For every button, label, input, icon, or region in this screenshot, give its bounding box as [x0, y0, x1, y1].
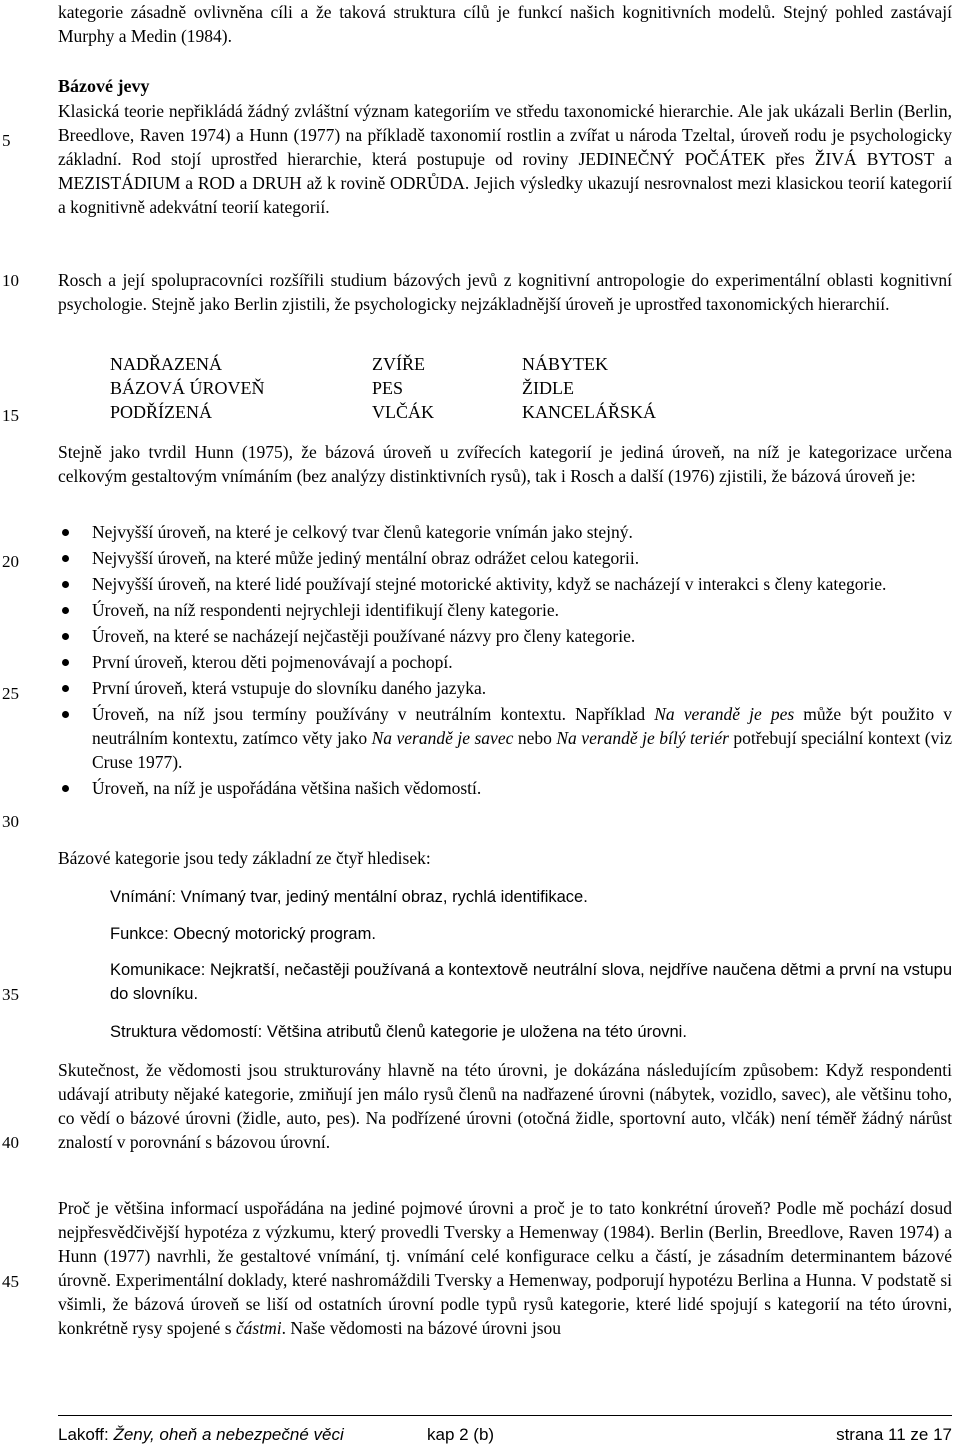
hierarchy-cell: NÁBYTEK	[522, 354, 608, 374]
hierarchy-row	[110, 352, 810, 376]
line-numbers	[0, 0, 40, 1449]
paragraph-1: Klasická teorie nepřikládá žádný zvláštní význam kategoriím ve středu taxonomické hierarchie. Ale jak ukázali Berlin (Berlin, Breedlove, Raven 1974) a Hunn (1977) na příkladě taxonomií rostlin a zvířat u národa Tzeltal, úroveň rodu je psychologicky základní. Rod stojí uprostřed hierarchie, která postupuje od roviny JEDINEČNÝ POČÁTEK přes ŽIVÁ BYTOST a MEZISTÁDIUM a ROD a DRUH až k rovině ODRŮDA. Jejich výsledky ukazují nesrovnalost mezi klasickou teorií kategorií a kognitivně adekvátní teorií kategorií.	[58, 101, 952, 217]
list-item	[58, 702, 952, 774]
list-item: Úroveň, na níž respondenti nejrychleji identifikují členy kategorie.	[58, 598, 952, 622]
line-number: 20	[2, 552, 19, 571]
text-run: nebo	[513, 728, 557, 748]
hierarchy-cell: PES	[372, 378, 404, 398]
list-item: Nejvyšší úroveň, na které lidé používají stejné motorické aktivity, když se nacházejí v interakci s členy kategorie.	[58, 572, 952, 596]
list-item: Nejvyšší úroveň, na které může jediný mentální obraz odrážet celou kategorii.	[58, 546, 952, 570]
definition-function: Funkce: Obecný motorický program.	[110, 925, 376, 943]
example-sentence: Na verandě je pes	[654, 704, 795, 724]
hierarchy-cell: ZVÍŘE	[372, 354, 425, 374]
book-title: Ženy, oheň a nebezpečné věci	[113, 1425, 344, 1444]
emphasis: částmi	[235, 1318, 282, 1338]
hierarchy-cell: KANCELÁŘSKÁ	[522, 402, 657, 422]
bullet-list	[58, 520, 952, 802]
line-number: 40	[2, 1133, 19, 1152]
hierarchy-cell: BÁZOVÁ ÚROVEŇ	[110, 378, 265, 398]
line-number: 5	[2, 131, 11, 150]
hierarchy-row	[110, 400, 810, 424]
line-number: 25	[2, 684, 19, 703]
text-run: může být použito v neutrálním kontextu, zatímco věty jako	[92, 704, 952, 748]
list-item: První úroveň, která vstupuje do slovníku daného jazyka.	[58, 676, 952, 700]
list-item: Úroveň, na níž je uspořádána většina našich vědomostí.	[58, 776, 952, 800]
section-heading: Bázové jevy	[58, 76, 150, 96]
paragraph-5: Skutečnost, že vědomosti jsou strukturovány hlavně na této úrovni, je dokázána následujícím způsobem: Když respondenti udávají atributy nějaké kategorie, zmiňují jen málo rysů členů na nadřazené úrovni (nábytek, vozidlo, savec), ale většinu toho, co vědí o bázové úrovni (židle, auto, pes). Na podřízené úrovni (otočná židle, sportovní auto, vlčák) není téměř žádný nárůst znalostí v porovnání s bázovou úrovní.	[58, 1060, 952, 1152]
hierarchy-cell: ŽIDLE	[522, 378, 574, 398]
text-run: Úroveň, na níž jsou termíny používány v neutrálním kontextu. Například	[92, 704, 655, 724]
definition-perception: Vnímání: Vnímaný tvar, jediný mentální obraz, rychlá identifikace.	[110, 888, 588, 906]
line-number: 15	[2, 406, 19, 425]
hierarchy-cell: PODŘÍZENÁ	[110, 402, 212, 422]
hierarchy-cell: NADŘAZENÁ	[110, 354, 222, 374]
intro-paragraph: kategorie zásadně ovlivněna cíli a že taková struktura cílů je funkcí našich kognitivních modelů. Stejný pohled zastávají Murphy a Medin (1984).	[58, 2, 952, 46]
line-number: 10	[2, 271, 19, 290]
example-sentence: Na verandě je bílý teriér	[556, 728, 729, 748]
footer-page-number: strana 11 ze 17	[836, 1425, 952, 1444]
paragraph-6	[58, 1196, 952, 1340]
example-sentence: Na verandě je savec	[371, 728, 514, 748]
text-run: . Naše vědomosti na bázové úrovni jsou	[281, 1318, 562, 1338]
list-item: Úroveň, na které se nacházejí nejčastěji používané názvy pro členy kategorie.	[58, 624, 952, 648]
definition-knowledge: Struktura vědomostí: Většina atributů členů kategorie je uložena na této úrovni.	[110, 1023, 687, 1041]
line-number: 30	[2, 812, 19, 831]
hierarchy-row	[110, 376, 810, 400]
text-run: potřebují speciální kontext (viz Cruse 1977).	[92, 728, 952, 772]
definition-communication: Komunikace: Nejkratší, nečastěji používaná a kontextově neutrální slova, nejdříve naučena dětmi a první na vstupu do slovníku.	[110, 961, 952, 1003]
list-item: První úroveň, kterou děti pojmenovávají a pochopí.	[58, 650, 952, 674]
footer-chapter: kap 2 (b)	[427, 1425, 495, 1444]
list-item: Nejvyšší úroveň, na které je celkový tvar členů kategorie vnímán jako stejný.	[58, 520, 952, 544]
paragraph-3: Stejně jako tvrdil Hunn (1975), že bázová úroveň u zvířecích kategorií je jediná úroveň, na níž je kategorizace určena celkovým gestaltovým vnímáním (bez analýzy distinktivních rysů), tak i Rosch a další (1976) zjistili, že bázová úroveň je:	[58, 442, 952, 486]
page-footer	[58, 1415, 952, 1450]
text-run: Proč je většina informací uspořádána na jediné pojmové úrovni a proč je to tato konkrétní úroveň? Podle mě pochází dosud nejpřesvědčivější hypotéza z výzkumu, který provedli Tversky a Hemenway (1984). Berlin (Berlin, Breedlove, Raven 1974) a Hunn (1977) navrhli, že gestaltové vnímání, tj. vnímání celé konfigurace celku a částí, je zásadním determinantem bázové úrovně. Experimentální doklady, které nashromáždili Tversky a Hemenway, podporují hypotézu Berlina a Hunna. V podstatě si všimli, že bázová úroveň se liší od ostatních úrovní podle typů rysů kategorie, které lidé spojují s kategorií na této úrovni, konkrétně rysy spojené s	[58, 1198, 952, 1338]
hierarchy-cell: VLČÁK	[372, 402, 434, 422]
line-number: 45	[2, 1272, 19, 1291]
hierarchy-table	[110, 352, 810, 424]
line-number: 35	[2, 985, 19, 1004]
footer-book-title: Lakoff: Ženy, oheň a nebezpečné věci	[58, 1425, 344, 1444]
paragraph-2: Rosch a její spolupracovníci rozšířili studium bázových jevů z kognitivní antropologie do experimentální oblasti kognitivní psychologie. Stejně jako Berlin zjistili, že psychologicky nejzákladnější úroveň je uprostřed taxonomických hierarchií.	[58, 270, 952, 314]
paragraph-4: Bázové kategorie jsou tedy základní ze čtyř hledisek:	[58, 848, 431, 868]
